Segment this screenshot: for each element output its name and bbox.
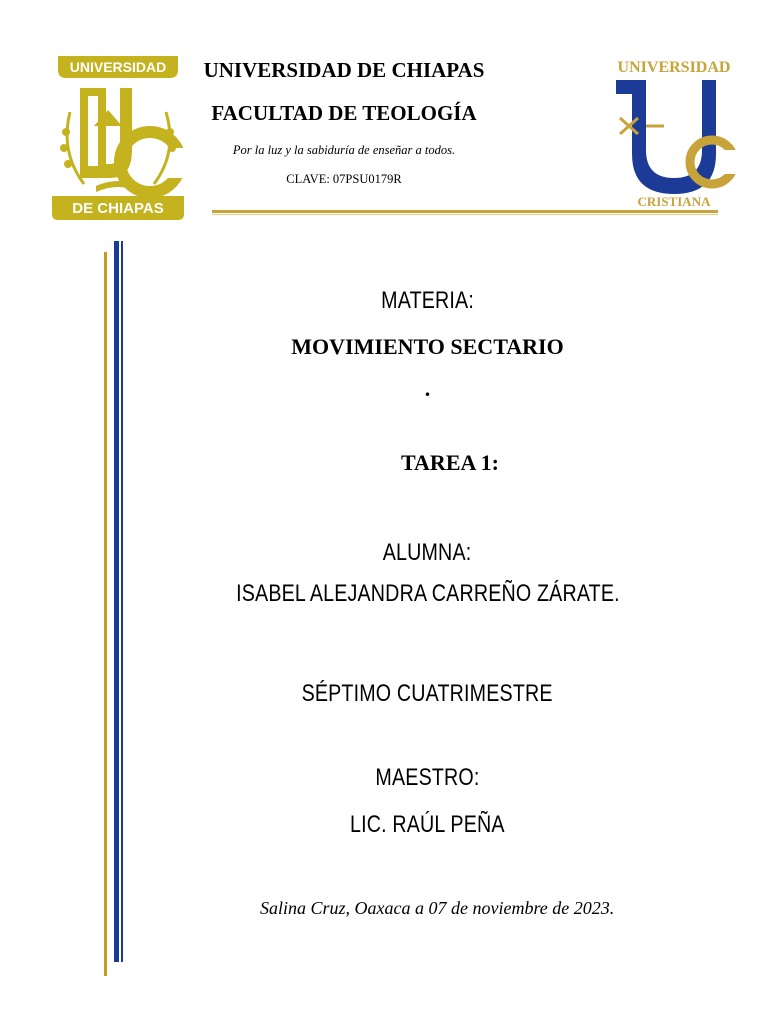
header-divider <box>212 210 718 213</box>
blue-vertical-line <box>114 241 119 962</box>
separator-dot: . <box>424 376 431 401</box>
place-date: Salina Cruz, Oaxaca a 07 de noviembre de 2023. <box>260 898 615 918</box>
university-name: UNIVERSIDAD DE CHIAPAS <box>203 58 485 82</box>
tarea-title: TAREA 1: <box>401 450 499 475</box>
gold-vertical-line <box>104 252 107 976</box>
alumna-label: ALUMNA: <box>383 539 472 566</box>
logo-top-text: UNIVERSIDAD <box>69 59 167 75</box>
clave-code: CLAVE: 07PSU0179R <box>286 172 402 186</box>
university-crest-icon <box>50 52 186 222</box>
materia-label: MATERIA: <box>381 287 474 314</box>
materia-value: MOVIMIENTO SECTARIO <box>291 334 564 359</box>
maestro-label: MAESTRO: <box>375 764 480 791</box>
universidad-cristiana-logo <box>612 54 740 210</box>
cuatrimestre: SÉPTIMO CUATRIMESTRE <box>301 680 554 707</box>
blue-vertical-line-thin <box>121 241 123 962</box>
logo-bottom-text: CRISTIANA <box>637 194 711 209</box>
universidad-de-chiapas-logo <box>50 52 186 222</box>
header-divider-thin <box>212 214 718 215</box>
logo-top-text: UNIVERSIDAD <box>617 59 731 76</box>
alumna-name: ISABEL ALEJANDRA CARREÑO ZÁRATE. <box>235 580 620 607</box>
faculty-name: FACULTAD DE TEOLOGÍA <box>211 101 477 125</box>
logo-bottom-text: DE CHIAPAS <box>72 200 164 217</box>
maestro-name: LIC. RAÚL PEÑA <box>350 811 505 838</box>
uc-monogram-icon <box>612 54 740 210</box>
university-motto: Por la luz y la sabiduría de enseñar a todos. <box>232 143 456 157</box>
